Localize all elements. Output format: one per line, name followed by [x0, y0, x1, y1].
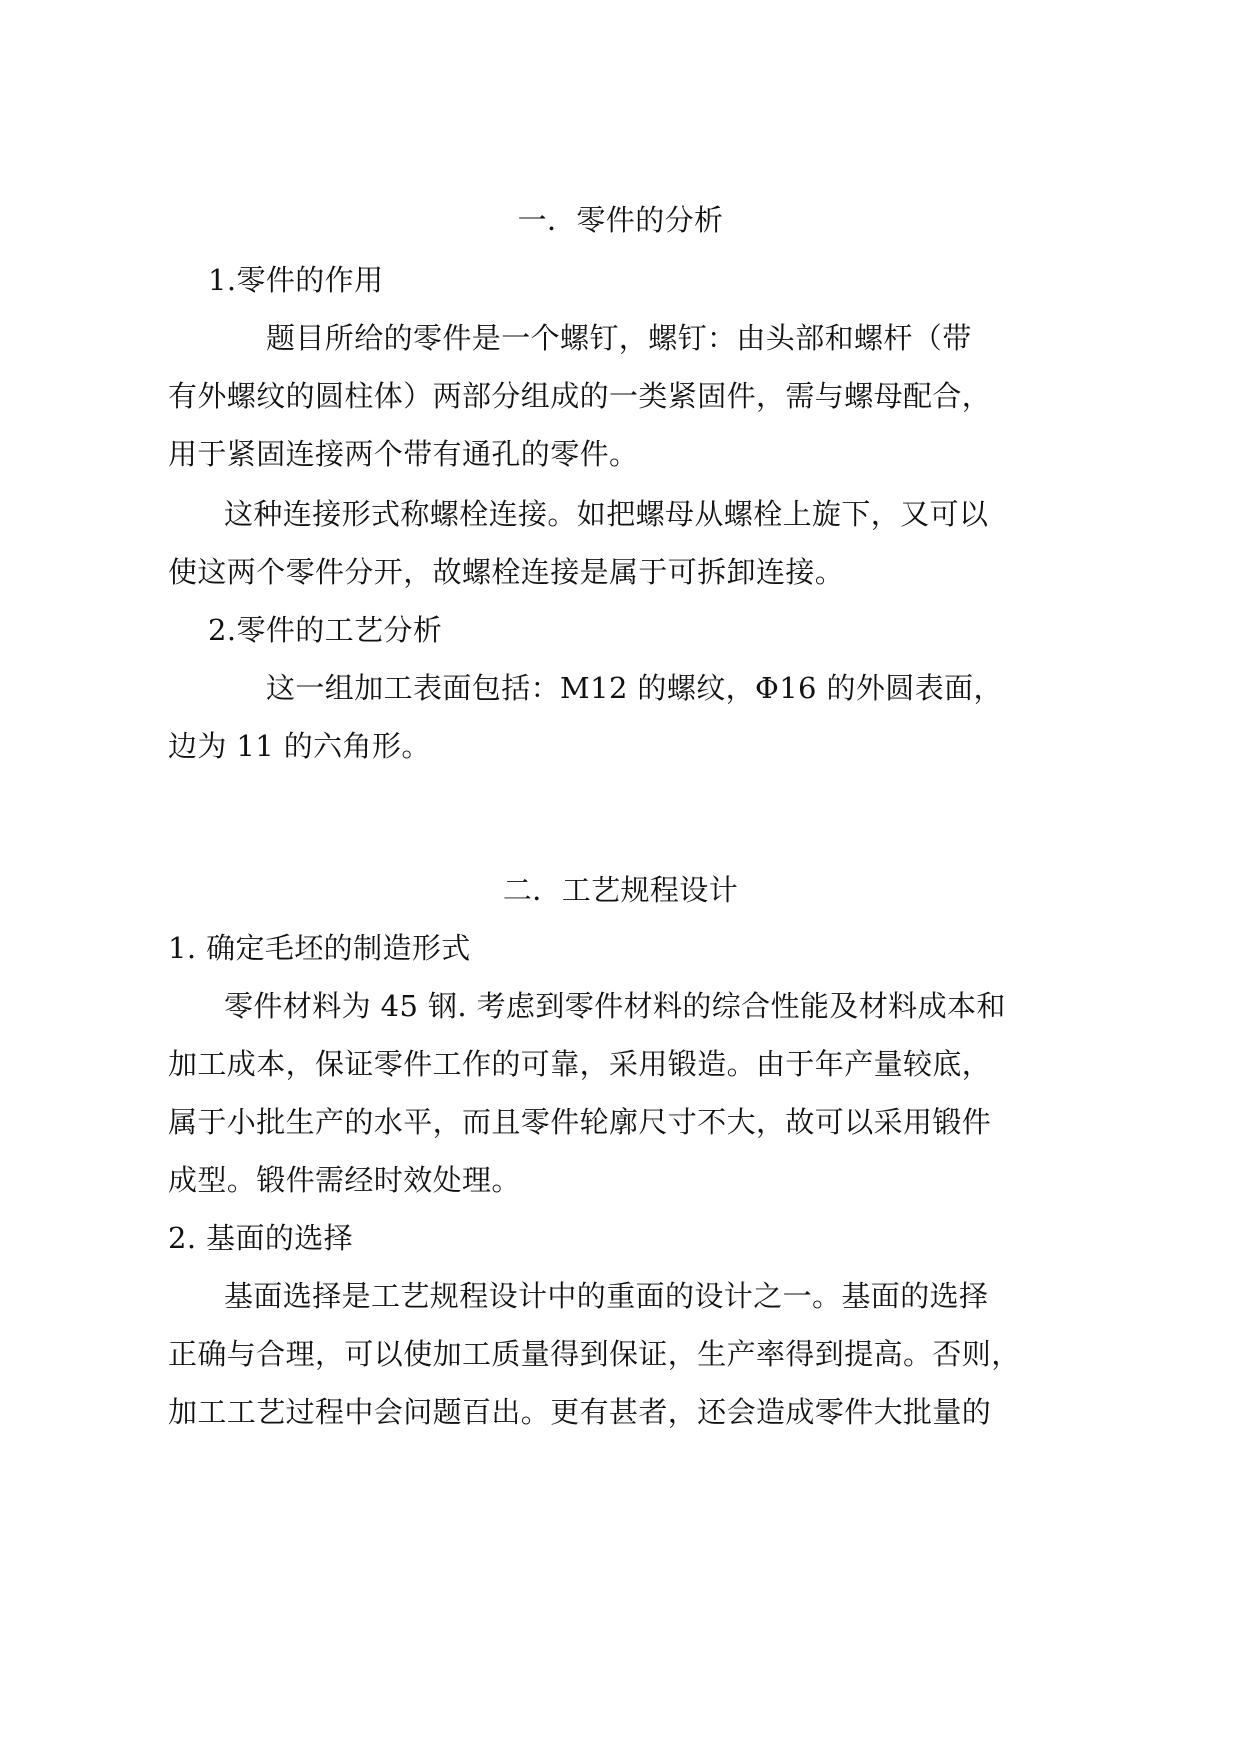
paragraph-line: 加工工艺过程中会问题百出。更有甚者，还会造成零件大批量的	[168, 1395, 992, 1429]
section-1-sub-2-heading: 2.零件的工艺分析	[208, 613, 443, 647]
section-2-sub-2-heading: 2. 基面的选择	[168, 1221, 354, 1255]
paragraph-line: 零件材料为 45 钢. 考虑到零件材料的综合性能及材料成本和	[224, 989, 1006, 1023]
paragraph-line: 加工成本，保证零件工作的可靠，采用锻造。由于年产量较底，	[168, 1047, 992, 1081]
paragraph-line: 基面选择是工艺规程设计中的重面的设计之一。基面的选择	[224, 1279, 989, 1313]
section-2-sub-1-heading: 1. 确定毛坯的制造形式	[168, 931, 471, 965]
paragraph-line: 用于紧固连接两个带有通孔的零件。	[168, 437, 639, 471]
section-1-sub-1-heading: 1.零件的作用	[208, 263, 384, 297]
paragraph-line: 使这两个零件分开，故螺栓连接是属于可拆卸连接。	[168, 555, 845, 589]
paragraph-line: 题目所给的零件是一个螺钉，螺钉：由头部和螺杆（带	[266, 321, 972, 355]
section-2-title: 二．工艺规程设计	[502, 873, 739, 907]
paragraph-line: 成型。锻件需经时效处理。	[168, 1163, 521, 1197]
paragraph-line: 这一组加工表面包括：M12 的螺纹，Φ16 的外圆表面，	[266, 671, 1003, 705]
paragraph-line: 这种连接形式称螺栓连接。如把螺母从螺栓上旋下，又可以	[224, 497, 989, 531]
section-1-title: 一．零件的分析	[517, 203, 724, 237]
paragraph-line: 边为 11 的六角形。	[168, 729, 431, 763]
paragraph-line: 属于小批生产的水平，而且零件轮廓尺寸不大，故可以采用锻件	[168, 1105, 992, 1139]
paragraph-line: 正确与合理，可以使加工质量得到保证，生产率得到提高。否则，	[168, 1337, 1021, 1371]
paragraph-line: 有外螺纹的圆柱体）两部分组成的一类紧固件，需与螺母配合，	[168, 379, 992, 413]
